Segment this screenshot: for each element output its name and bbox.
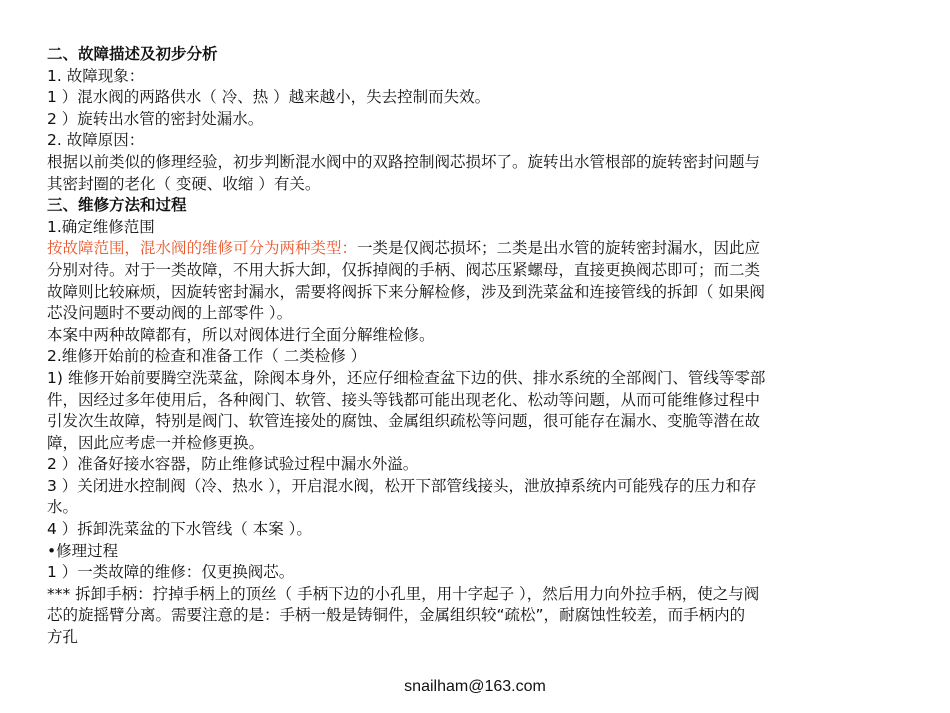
paragraph-line: 件，因经过多年使用后，各种阀门、软管、接头等钱都可能出现老化、松动等问题，从而可能维修过程中 [47, 390, 761, 409]
paragraph-line: 2 ）旋转出水管的密封处漏水。 [47, 109, 264, 128]
paragraph-line: 故障则比较麻烦，因旋转密封漏水，需要将阀拆下来分解检修，涉及到洗菜盆和连接管线的拆卸（ 如果阀 [47, 282, 765, 301]
paragraph-line: 2.维修开始前的检查和准备工作（ 二类检修 ） [47, 347, 367, 366]
paragraph-line [47, 238, 907, 260]
paragraph-line: 1.确定维修范围 [47, 217, 155, 236]
highlighted-text: 按故障范围，混水阀的维修可分为两种类型： [47, 239, 358, 258]
paragraph-line: •修理过程 [47, 541, 119, 560]
paragraph-line: 障，因此应考虑一并检修更换。 [47, 433, 265, 452]
section-heading: 二、故障描述及初步分析 [47, 45, 218, 63]
paragraph-line: 芯的旋摇臂分离。需要注意的是：手柄一般是铸铜件，金属组织较“疏松”，耐腐蚀性较差，而手柄内的 [47, 606, 746, 625]
paragraph-line: 2 ）准备好接水容器，防止维修试验过程中漏水外溢。 [47, 455, 419, 474]
paragraph-line: 4 ）拆卸洗菜盆的下水管线（ 本案 ）。 [47, 520, 312, 539]
paragraph-line: 其密封圈的老化（ 变硬、收缩 ）有关。 [47, 174, 321, 193]
paragraph-line: 1. 故障现象： [47, 66, 145, 85]
paragraph-line: 分别对待。对于一类故障，不用大拆大卸，仅拆掉阀的手柄、阀芯压紧螺母，直接更换阀芯即可；而二类 [47, 260, 761, 279]
paragraph-line: *** 拆卸手柄：拧掉手柄上的顶丝（ 手柄下边的小孔里，用十字起子 ），然后用力向外拉手柄，使之与阀 [47, 584, 760, 603]
paragraph-line: 方孔 [47, 628, 79, 647]
paragraph-line: 2. 故障原因： [47, 131, 145, 150]
paragraph-line: 1 ）一类故障的维修：仅更换阀芯。 [47, 563, 295, 582]
document-body [47, 44, 907, 649]
paragraph-line: 1) 维修开始前要腾空洗菜盆，除阀本身外，还应仔细检查盆下边的供、排水系统的全部阀门、管线等零部 [47, 368, 766, 387]
paragraph-line: 水。 [47, 498, 79, 517]
section-heading: 三、维修方法和过程 [47, 196, 187, 215]
paragraph-line: 芯没问题时不要动阀的上部零件 ）。 [47, 304, 293, 323]
paragraph-line: 1 ）混水阀的两路供水（ 冷、热 ）越来越小，失去控制而失效。 [47, 88, 491, 107]
footer-email: snailham@163.com [404, 678, 546, 695]
paragraph-text: 一类是仅阀芯损坏；二类是出水管的旋转密封漏水，因此应 [357, 239, 761, 258]
paragraph-line: 本案中两种故障都有，所以对阀体进行全面分解维检修。 [47, 325, 435, 344]
paragraph-line: 根据以前类似的修理经验，初步判断混水阀中的双路控制阀芯损坏了。旋转出水管根部的旋转密封问题与 [47, 152, 761, 171]
paragraph-line: 引发次生故障，特别是阀门、软管连接处的腐蚀、金属组织疏松等问题，很可能存在漏水、变脆等潜在故 [47, 412, 761, 431]
paragraph-line: 3 ）关闭进水控制阀（冷、热水 ），开启混水阀，松开下部管线接头，泄放掉系统内可能残存的压力和存 [47, 476, 757, 495]
